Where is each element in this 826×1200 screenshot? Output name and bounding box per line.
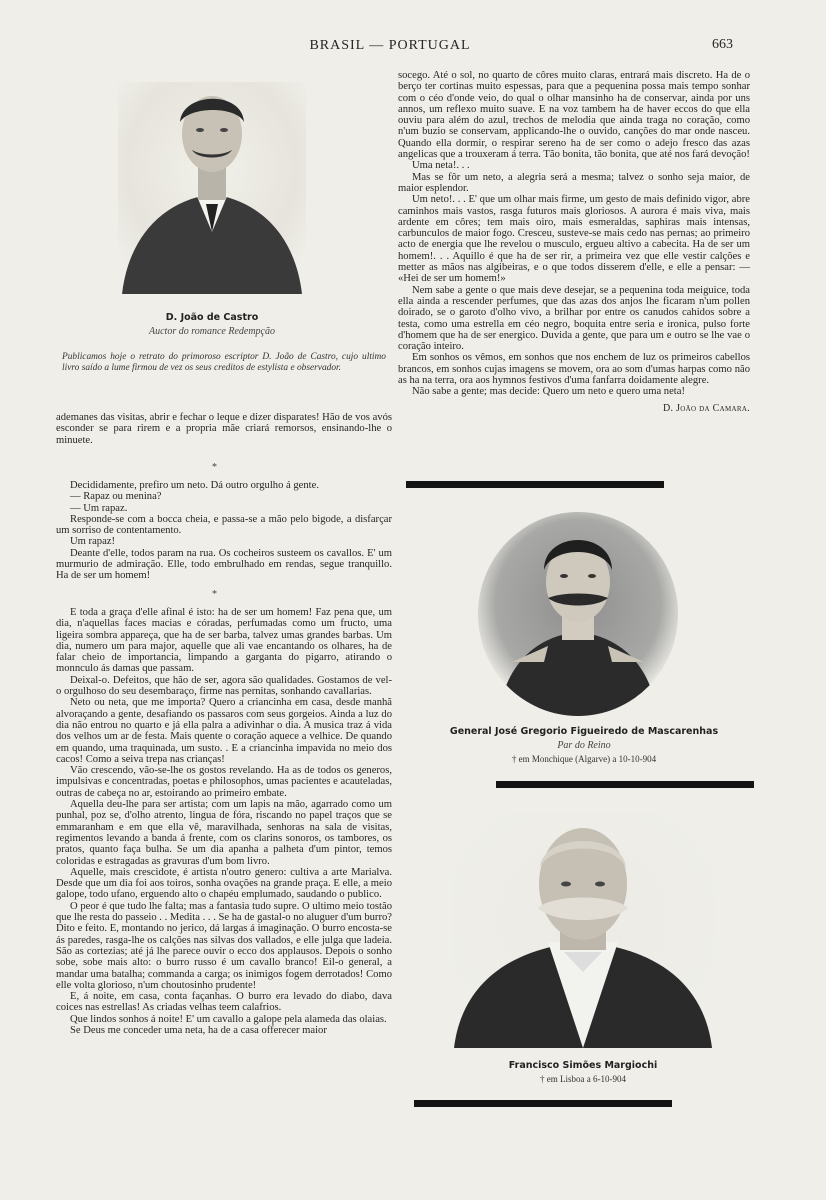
left-s3-paragraph: Que lindos sonhos á noite! E' um cavallo a galope pela alameda das olaias.: [70, 1013, 387, 1025]
right-paragraph: Uma neta!. . .: [412, 160, 470, 172]
left-s2-paragraph: Responde-se com a bocca cheia, e passa-se a mão pelo bigode, a disfarçar um sorriso de contentamento.: [56, 513, 392, 537]
asterisk-separator-2: *: [212, 589, 217, 600]
article-signature: D. João da Camara.: [662, 402, 750, 414]
left-s2-paragraph: — Um rapaz.: [70, 502, 128, 514]
portrait-mascarenhas: [478, 512, 678, 716]
right-paragraph: Mas se fôr um neto, a alegria será a mesma; talvez o sonho seja maior, de maior esplendor.: [398, 171, 750, 194]
left-column-section-2: [56, 480, 392, 582]
portrait-castro: [118, 82, 306, 294]
caption-castro-name: D. João de Castro: [165, 312, 259, 323]
right-paragraph: Não sabe a gente; mas decide: Quero um neto e quero uma neta!: [412, 386, 685, 398]
left-s3-paragraph: Aquelle, mais crescidote, é artista n'outro genero: cultiva a arte Marialva. Desde que um dia foi aos toiros, sonha ovações na grande praça. E elle, a meio galope, todo ufano, erguendo alto o chapéu emplumado, saudando o publico.: [56, 866, 392, 901]
page-number: 663: [712, 37, 733, 52]
right-paragraph: Nem sabe a gente o que mais deve desejar, se a pequenina toda meiguice, toda ella ainda a rescender perfumes, que das azas dos anjos lhe ficaram n'um pollen doirado, se o garoto d'olho vivo, a brilhar por entre os canudos cahidos sobre a testa, como uma estrella em céo negro, boquita entre seria e ironica, pulso forte d'homem que ha de ser energico. Duvida a gente, que para um e outro se lhe vae o coração inteiro.: [398, 284, 750, 353]
left-s3-paragraph: Vão crescendo, vão-se-lhe os gostos revelando. Ha as de todos os generos, impulsivas e concentradas, poetas e philosophos, umas pacientes e acauteladas, outras de cabeça no ar, estoirando ao primeiro embate.: [56, 765, 392, 799]
caption-castro-note: Publicamos hoje o retrato do primoroso escriptor D. João de Castro, cujo ultimo livro saído a lume firmou de vez os seus creditos de estylista e observador.: [62, 352, 386, 373]
caption-margiochi-death: † em Lisboa a 6-10-904: [540, 1074, 626, 1084]
caption-mascarenhas-death: † em Monchique (Algarve) a 10-10-904: [511, 754, 657, 764]
portrait-margiochi: [452, 812, 714, 1048]
left-s2-paragraph: Um rapaz!: [70, 536, 115, 548]
running-title: BRASIL — PORTUGAL: [309, 38, 471, 53]
rule-divider-1: [406, 481, 664, 488]
left-s2-paragraph: Deante d'elle, todos param na rua. Os cocheiros susteem os cavallos. E' um murmurio de admiração. Elle, todo embrulhado em rendas, segue tranquillo. Ha de ser um homem!: [56, 547, 392, 582]
left-s3-paragraph: E toda a graça d'elle afinal é isto: ha de ser um homem! Faz pena que, um dia, n'aquellas faces macias e córadas, perfumadas como um fructo, uma ligeira sombra appareça, que ha de ser barba, talvez umas grandes barbas. Um dia, numero um para major, aquelle que ali vae encantando os olhares, ha de falar cheio de importancia, limpando a garganta do pigarro, atirando o monnculo ás damas que passam.: [56, 607, 392, 675]
left-s3-paragraph: E, á noite, em casa, conta façanhas. O burro era levado do diabo, dava coices nas estrellas! As criadas velhas teem calafrios.: [56, 991, 392, 1014]
right-paragraph: socego. Até o sol, no quarto de côres muito claras, entrará mais discreto. Ha de o berço ter cortinas muito espessas, para que a pequenina possa mais tempo sonhar com o céo d'onde veio, do qual o olhar mansinho ha de conservar, ainda por uns annos, um reflexo muito suave. E na voz tambem ha de haver eccos do que ella ouviu para além do azul, trechos de melodia que ainda traga no coração, como n'um buzio se conservam, applicando-lhe o ouvido, canções do mar onde nasceu. Quando ella dormir, o respirar sereno ha de ser como o adejo fresco das azas angelicas que a trouxeram á terra. Tão bonita, tão bonita, que até nos fará devoção!: [398, 70, 750, 161]
caption-castro: [108, 312, 316, 337]
asterisk-separator-1: *: [212, 462, 217, 473]
portrait-margiochi-image: [452, 812, 714, 1048]
left-intro-paragraph: ademanes das visitas, abrir e fechar o leque e dizer disparates! Hão de vos avós esconder se para rirem e a propria mãe criará remorsos, ensinando-lhe o minuete.: [56, 412, 392, 446]
left-s3-paragraph: Aquella deu-lhe para ser artista; com um lapis na mão, agarrado como um punhal, poz se, d'olho atrento, lingua de fóra, riscando no papel traços que se emmaranham e em que ella vê, maravilhada, senhoras na sala de visitas, regimentos levando a banda á frente, com os clarins sonoros, os tambores, os pratos, quanto faça bulha. Se um dia apanha a palheta d'um pintor, temos coloridas e estragadas as gravuras d'um bom livro.: [56, 799, 392, 867]
left-s2-paragraph: Decididamente, prefiro um neto. Dá outro orgulho á gente.: [70, 480, 319, 491]
caption-castro-subtitle: Auctor do romance Redempção: [149, 326, 275, 337]
left-column-intro: [56, 412, 392, 446]
portrait-mascarenhas-image: [478, 512, 678, 716]
caption-margiochi: [452, 1060, 714, 1084]
left-s2-paragraph: — Rapaz ou menina?: [70, 491, 162, 503]
right-column-article: [398, 70, 750, 414]
left-s3-paragraph: Se Deus me conceder uma neta, ha de a casa offerecer maior: [70, 1024, 327, 1036]
left-s3-paragraph: Deixal-o. Defeitos, que hão de ser, agora são qualidades. Gostamos de vel-o orgulhoso do seu desembaraço, firme nas pernitas, sonhando cavallarias.: [56, 674, 392, 698]
left-column-section-3: [56, 607, 392, 1036]
right-paragraph: Um neto!. . . E' que um olhar mais firme, um gesto de mais definido vigor, abre caminhos mais vastos, rasga futuros mais gloriosos. A aurora é mais viva, mais ardente em côres; tem mais oiro, mais esmeraldas, saphiras mais intensas, carbunculos de maior fogo. Cresceu, susteve-se mais cedo nas pernas; ao primeiro acto de energia que lhe revelou o musculo, ergueu altivo a cabecita. Ha de ser um homem!. . . Aquillo é que ha de ser rir, a primeira vez que elle vestir calções e metter as mãos nas algibeiras, e o que todos disserem d'elle, e elle a pensar: — «Hei de ser um homem!»: [398, 194, 750, 285]
caption-mascarenhas-subtitle: Par do Reino: [557, 740, 611, 751]
right-paragraph: Em sonhos os vêmos, em sonhos que nos enchem de luz os primeiros cabellos brancos, em sonhos cujas imagens se movem, ora ao som d'umas harpas como não as ha na terra, ora aos hymnos festivos d'uma fanfarra doidamente alegre.: [398, 352, 750, 387]
caption-mascarenhas-name: General José Gregorio Figueiredo de Mascarenhas: [449, 726, 719, 737]
left-s3-paragraph: O peor é que tudo lhe falta; mas a fantasia tudo supre. O ultimo meio tostão que lhe resta do passeio . . Medita . . . Se ha de gastal-o no aluguer d'um burro? Dito e feito. E, montando no jerico, dá largas á imaginação. O burro encosta-se ás paredes, rasga-lhe os calções nas silvas dos vallados, e elle julga que ladeia. São as cortezias; até já lhe parece ouvir o ecco dos applausos. Depois o sonho sobe, sobe mais alto: o burro russo é um cavallo branco! Eil-o general, a mandar uma batalha; commanda a carga; os inimigos fogem derrotados! Como elle volta glorioso, n'um choutosinho prudente!: [56, 900, 392, 991]
caption-mascarenhas: [438, 726, 730, 764]
rule-divider-2: [496, 781, 754, 788]
rule-divider-3: [414, 1100, 672, 1107]
left-s3-paragraph: Neto ou neta, que me importa? Quero a criancinha em casa, desde manhã alvoraçando a gente, desafiando os passaros com seus gorgeios. Ainda a luz do dia não entrou no quarto e já ella palra a adivinhar o dia. A musica traz á vida dos velhos um ar de festa. Mais quente o coração aquece a velhice. De quando em quando, uma traquinada, um susto. . E a criancinha impavida no meio dos cacos! Como a seiva trepa nas crianças!: [56, 697, 392, 765]
caption-margiochi-name: Francisco Simões Margiochi: [508, 1060, 658, 1071]
portrait-castro-image: [118, 82, 306, 294]
